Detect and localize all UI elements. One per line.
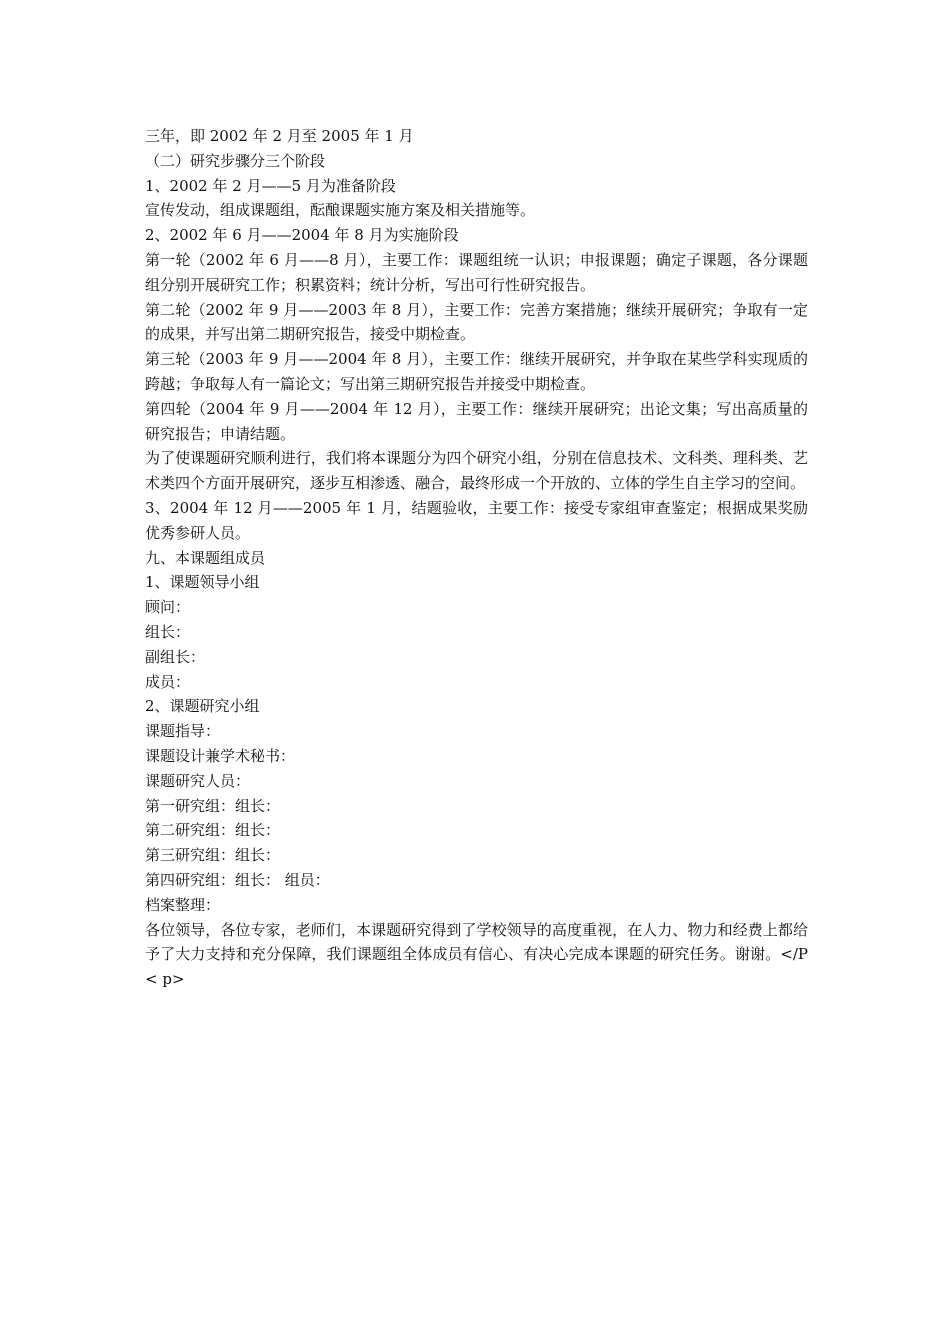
heading-research-steps: （二）研究步骤分三个阶段	[145, 151, 326, 170]
line-researchers: 课题研究人员：	[145, 771, 251, 790]
paragraph-round-1: 第一轮（2002 年 6 月——8 月），主要工作：课题组统一认识；申报课题；确定子课题，各分课题组分别开展研究工作；积累资料；统计分析，写出可行性研究报告。	[145, 250, 808, 294]
document-body	[145, 124, 808, 992]
heading-stage-implementation: 2、2002 年 6 月——2004 年 8 月为实施阶段	[145, 226, 459, 245]
line-group-2: 第二研究组：组长：	[145, 821, 281, 840]
paragraph-duration: 三年，即 2002 年 2 月至 2005 年 1 月	[145, 127, 414, 145]
line-group-1: 第一研究组：组长：	[145, 796, 281, 815]
line-leader: 组长：	[145, 622, 191, 641]
line-members: 成员：	[145, 672, 191, 691]
paragraph-round-4: 第四轮（2004 年 9 月——2004 年 12 月），主要工作：继续开展研究；出论文集；写出高质量的研究报告；申请结题。	[145, 399, 808, 443]
paragraph-round-3: 第三轮（2003 年 9 月——2004 年 8 月），主要工作：继续开展研究，并争取在某些学科实现质的跨越；争取每人有一篇论文；写出第三期研究报告并接受中期检查。	[145, 350, 808, 393]
line-guidance: 课题指导：	[145, 722, 221, 741]
heading-members: 九、本课题组成员	[145, 548, 266, 567]
heading-leadership-group: 1、课题领导小组	[145, 573, 260, 592]
line-deputy-leader: 副组长：	[145, 647, 206, 666]
heading-stage-preparation: 1、2002 年 2 月——5 月为准备阶段	[145, 176, 396, 195]
paragraph-preparation: 宣传发动，组成课题组，酝酿课题实施方案及相关措施等。	[145, 201, 536, 220]
paragraph-research-groups: 为了使课题研究顺利进行，我们将本课题分为四个研究小组，分别在信息技术、文科类、理科类、艺术类四个方面开展研究，逐步互相渗透、融合，最终形成一个开放的、立体的学生自主学习的空间。	[145, 449, 808, 493]
paragraph-closing: 各位领导，各位专家，老师们，本课题研究得到了学校领导的高度重视，在人力、物力和经费上都给予了大力支持和充分保障，我们课题组全体成员有信心、有决心完成本课题的研究任务。谢谢。</P< p>	[145, 920, 808, 989]
line-group-3: 第三研究组：组长：	[145, 846, 281, 865]
heading-research-group: 2、课题研究小组	[145, 697, 260, 716]
line-design-secretary: 课题设计兼学术秘书：	[145, 746, 296, 765]
line-archive: 档案整理：	[145, 895, 221, 914]
paragraph-round-2: 第二轮（2002 年 9 月——2003 年 8 月），主要工作：完善方案措施；继续开展研究；争取有一定的成果，并写出第二期研究报告，接受中期检查。	[145, 300, 808, 344]
line-advisor: 顾问：	[145, 598, 191, 617]
paragraph-stage-acceptance: 3、2004 年 12 月——2005 年 1 月，结题验收，主要工作：接受专家组审查鉴定；根据成果奖励优秀参研人员。	[145, 498, 808, 542]
line-group-4: 第四研究组：组长： 组员：	[145, 870, 330, 889]
